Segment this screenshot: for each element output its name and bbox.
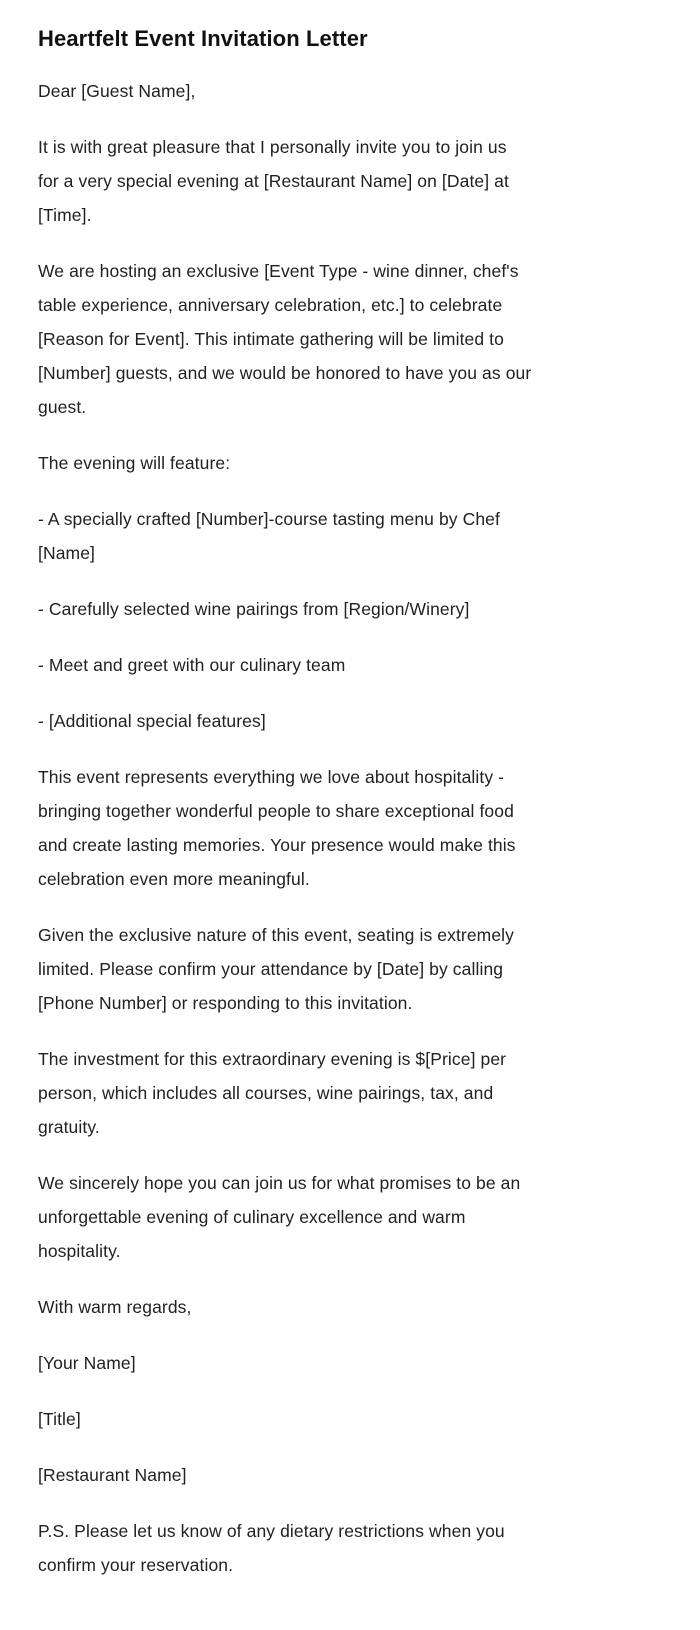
letter-line: [Your Name] <box>38 1353 136 1373</box>
letter-paragraph <box>38 130 640 232</box>
letter-paragraph <box>38 1402 640 1436</box>
letter-title: Heartfelt Event Invitation Letter <box>38 26 368 51</box>
letter-line: [Phone Number] or responding to this invitation. <box>38 993 413 1013</box>
letter-paragraph <box>38 1346 640 1380</box>
letter-line: [Name] <box>38 543 96 563</box>
letter-line: - Carefully selected wine pairings from [Region/Winery] <box>38 599 470 619</box>
letter-paragraph <box>38 592 640 626</box>
letter-line: Given the exclusive nature of this event, seating is extremely <box>38 925 515 945</box>
letter-line: for a very special evening at [Restaurant Name] on [Date] at <box>38 171 509 191</box>
letter-paragraph <box>38 254 640 424</box>
letter-line: and create lasting memories. Your presence would make this <box>38 835 516 855</box>
letter-paragraph <box>38 502 640 570</box>
letter-line: - Meet and greet with our culinary team <box>38 655 346 675</box>
letter-paragraph <box>38 760 640 896</box>
letter-paragraph <box>38 1042 640 1144</box>
letter-line: - A specially crafted [Number]-course tasting menu by Chef <box>38 509 500 529</box>
letter-line: celebration even more meaningful. <box>38 869 310 889</box>
letter-paragraph <box>38 1166 640 1268</box>
letter-line: [Time]. <box>38 205 92 225</box>
letter-paragraph <box>38 74 640 108</box>
letter-line: gratuity. <box>38 1117 100 1137</box>
letter-paragraph <box>38 648 640 682</box>
letter-line: confirm your reservation. <box>38 1555 234 1575</box>
letter-line: [Number] guests, and we would be honored to have you as our <box>38 363 532 383</box>
letter-line: The investment for this extraordinary evening is $[Price] per <box>38 1049 507 1069</box>
letter-paragraph <box>38 1514 640 1582</box>
letter-line: It is with great pleasure that I personally invite you to join us <box>38 137 507 157</box>
letter-paragraph <box>38 918 640 1020</box>
letter-paragraph <box>38 1458 640 1492</box>
letter-line: [Title] <box>38 1409 81 1429</box>
letter-line: Dear [Guest Name], <box>38 81 196 101</box>
letter-paragraph <box>38 704 640 738</box>
letter-line: - [Additional special features] <box>38 711 266 731</box>
letter-line: P.S. Please let us know of any dietary restrictions when you <box>38 1521 505 1541</box>
letter-line: limited. Please confirm your attendance by [Date] by calling <box>38 959 504 979</box>
letter-line: With warm regards, <box>38 1297 192 1317</box>
letter-line: bringing together wonderful people to share exceptional food <box>38 801 514 821</box>
letter-line: The evening will feature: <box>38 453 231 473</box>
letter-line: hospitality. <box>38 1241 121 1261</box>
letter-line: unforgettable evening of culinary excellence and warm <box>38 1207 466 1227</box>
letter-line: We are hosting an exclusive [Event Type - wine dinner, chef's <box>38 261 519 281</box>
letter-paragraph <box>38 1290 640 1324</box>
letter-line: [Reason for Event]. This intimate gathering will be limited to <box>38 329 504 349</box>
letter-body <box>38 74 640 1582</box>
letter-line: This event represents everything we love about hospitality - <box>38 767 505 787</box>
letter-line: table experience, anniversary celebration, etc.] to celebrate <box>38 295 503 315</box>
letter-line: [Restaurant Name] <box>38 1465 187 1485</box>
letter-line: We sincerely hope you can join us for what promises to be an <box>38 1173 521 1193</box>
letter-paragraph <box>38 446 640 480</box>
letter-line: guest. <box>38 397 87 417</box>
letter-line: person, which includes all courses, wine pairings, tax, and <box>38 1083 494 1103</box>
